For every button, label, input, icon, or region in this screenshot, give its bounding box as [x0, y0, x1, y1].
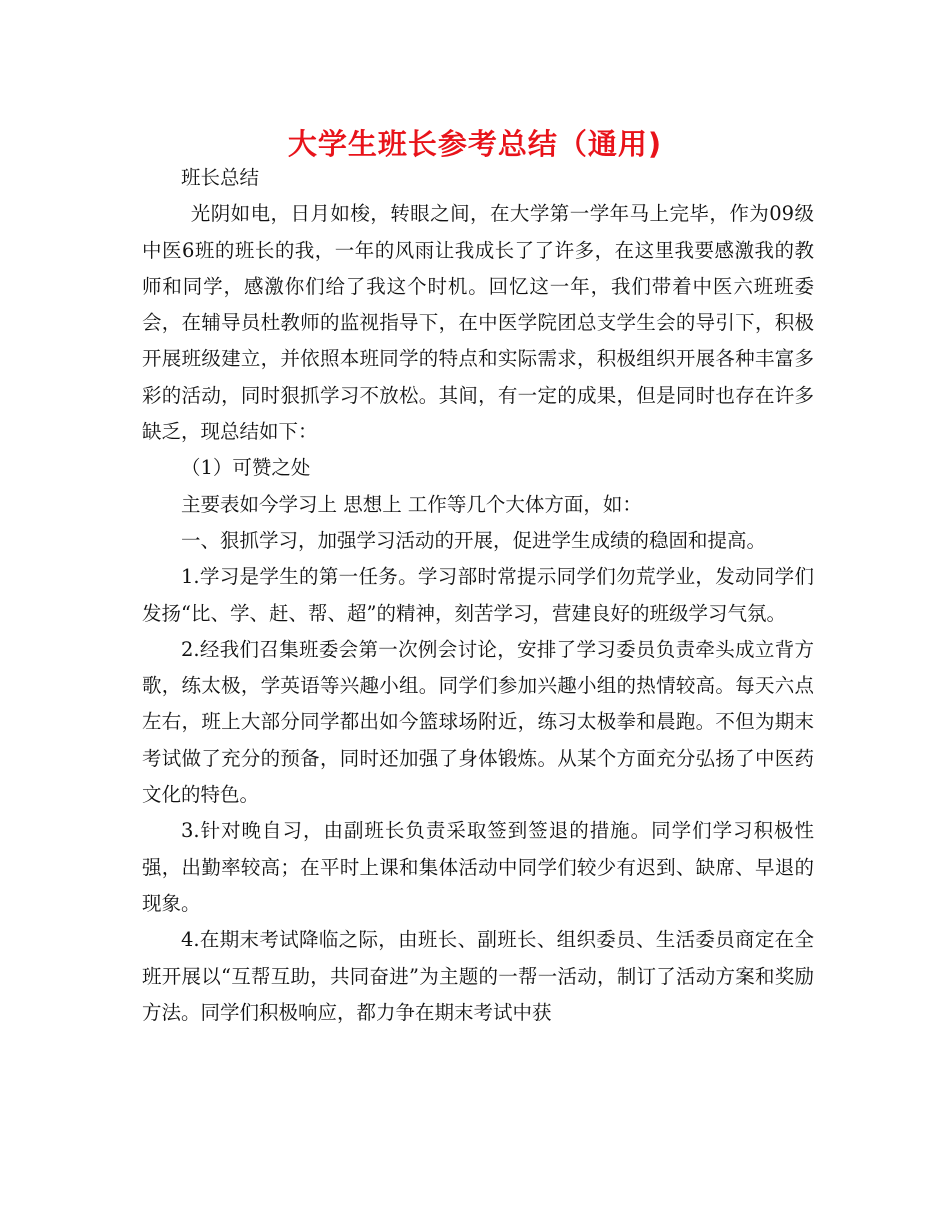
paragraph-item-3: 3.针对晚自习，由副班长负责采取签到签退的措施。同学们学习积极性强，出勤率较高；在平时上课和集体活动中同学们较少有迟到、缺席、早退的现象。 — [142, 819, 814, 915]
paragraph-intro: 光阴如电，日月如梭，转眼之间，在大学第一学年马上完毕，作为09级中医6班的班长的我，一年的风雨让我成长了了许多，在这里我要感激我的教师和同学，感激你们给了我这个时机。回忆这一年，我们带着中医六班班委会，在辅导员杜教师的监视指导下，在中医学院团总支学生会的导引下，积极开展班级建立，并依照本班同学的特点和实际需求，积极组织开展各种丰富多彩的活动，同时狠抓学习不放松。其间，有一定的成果，但是同时也存在许多缺乏，现总结如下： — [142, 202, 814, 444]
section-heading: 班长总结 — [181, 166, 260, 189]
document-body — [142, 160, 814, 1031]
paragraph-item-4: 4.在期末考试降临之际，由班长、副班长、组织委员、生活委员商定在全班开展以“互帮互助，共同奋进”为主题的一帮一活动，制订了活动方案和奖励方法。同学们积极响应，都力争在期末考试中获 — [142, 928, 814, 1024]
paragraph-point-one: 一、狠抓学习，加强学习活动的开展，促进学生成绩的稳固和提高。 — [181, 528, 767, 552]
document-title: 大学生班长参考总结（通用) — [287, 127, 663, 161]
paragraph-overview: 主要表如今学习上 思想上 工作等几个大体方面，如： — [181, 492, 642, 516]
subheading-praise: （1）可赞之处 — [181, 456, 311, 480]
paragraph-item-2: 2.经我们召集班委会第一次例会讨论，安排了学习委员负责牵头成立背方歌，练太极，学英语等兴趣小组。同学们参加兴趣小组的热情较高。每天六点左右，班上大部分同学都出如今篮球场附近，练习太极拳和晨跑。不但为期末考试做了充分的预备，同时还加强了身体锻炼。从某个方面充分弘扬了中医药文化的特色。 — [142, 637, 814, 807]
paragraph-item-1: 1.学习是学生的第一任务。学习部时常提示同学们勿荒学业，发动同学们发扬“比、学、赶、帮、超”的精神，刻苦学习，营建良好的班级学习气氛。 — [142, 565, 814, 625]
